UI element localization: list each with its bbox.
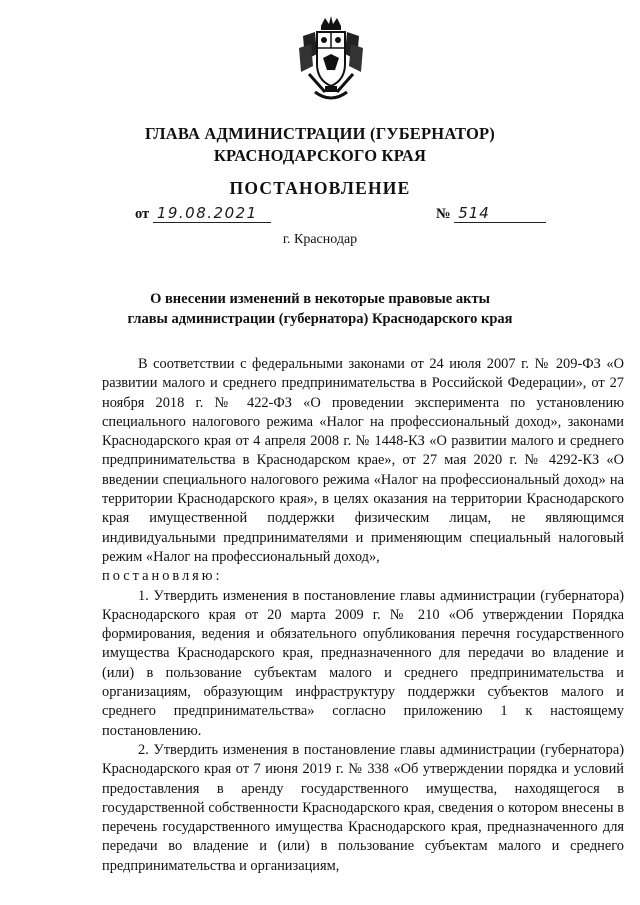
subject-line-2: главы администрации (губернатора) Краснодарского края <box>127 311 513 327</box>
city-line: г. Краснодар <box>282 232 358 247</box>
item-1-paragraph: 1. Утвердить изменения в постановление главы администрации (губернатора) Краснодарского края от 20 марта 2009 г. № 210 «Об утверждении Порядка формирования, ведения и обязательного опубликования перечня государственного имущества Краснодарского края, предназначенного для передачи во владение и (или) в пользование субъектам малого и среднего предпринимательства и организациям, образующим инфраструктуру поддержки субъектов малого и среднего предпринимательства» согласно приложению 1 к настоящему постановлению. <box>102 587 624 739</box>
document-type-title: ПОСТАНОВЛЕНИЕ <box>229 178 411 198</box>
number-row <box>436 205 546 223</box>
handwritten-date: 19.08.2021 <box>153 205 271 223</box>
date-prefix: от <box>135 206 150 222</box>
item-2-paragraph: 2. Утвердить изменения в постановление главы администрации (губернатора) Краснодарского края от 7 июня 2019 г. № 338 «Об утверждении порядка и условий предоставления в аренду государственного имущества, находящегося в государственной собственности Краснодарского края, сведения о котором внесены в перечень государственного имущества Краснодарского края, предназначенного для передачи во владение и (или) в пользование субъектам малого и среднего предпринимательства и организациям, <box>102 741 624 874</box>
number-prefix: № <box>436 206 451 222</box>
subject-line-1: О внесении изменений в некоторые правовые акты <box>150 291 490 307</box>
authority-title-line-1: ГЛАВА АДМИНИСТРАЦИИ (ГУБЕРНАТОР) <box>145 124 495 143</box>
resolve-word: постановляю: <box>102 568 223 585</box>
coat-of-arms-emblem <box>295 14 367 106</box>
preamble-paragraph: В соответствии с федеральными законами от 24 июля 2007 г. № 209-ФЗ «О развитии малого и среднего предпринимательства в Российской Федерации», от 27 ноября 2018 г. № 422-ФЗ «О проведении эксперимента по установлению специального налогового режима «Налог на профессиональный доход», законами Краснодарского края от 4 апреля 2008 г. № 1448-КЗ «О развитии малого и среднего предпринимательства в Краснодарском крае», от 27 мая 2020 г. № 4292-КЗ «О введении специального налогового режима «Налог на профессиональный доход» на территории Краснодарского края», в целях оказания на территории Краснодарского края имущественной поддержки физическим лицам, не являющимся индивидуальными предпринимателями и применяющим специальный налоговый режим «Налог на профессиональный доход», <box>102 356 624 565</box>
authority-title-line-2: КРАСНОДАРСКОГО КРАЯ <box>213 146 427 165</box>
handwritten-number: 514 <box>454 205 546 223</box>
date-row <box>135 205 271 223</box>
document-body <box>102 355 624 876</box>
